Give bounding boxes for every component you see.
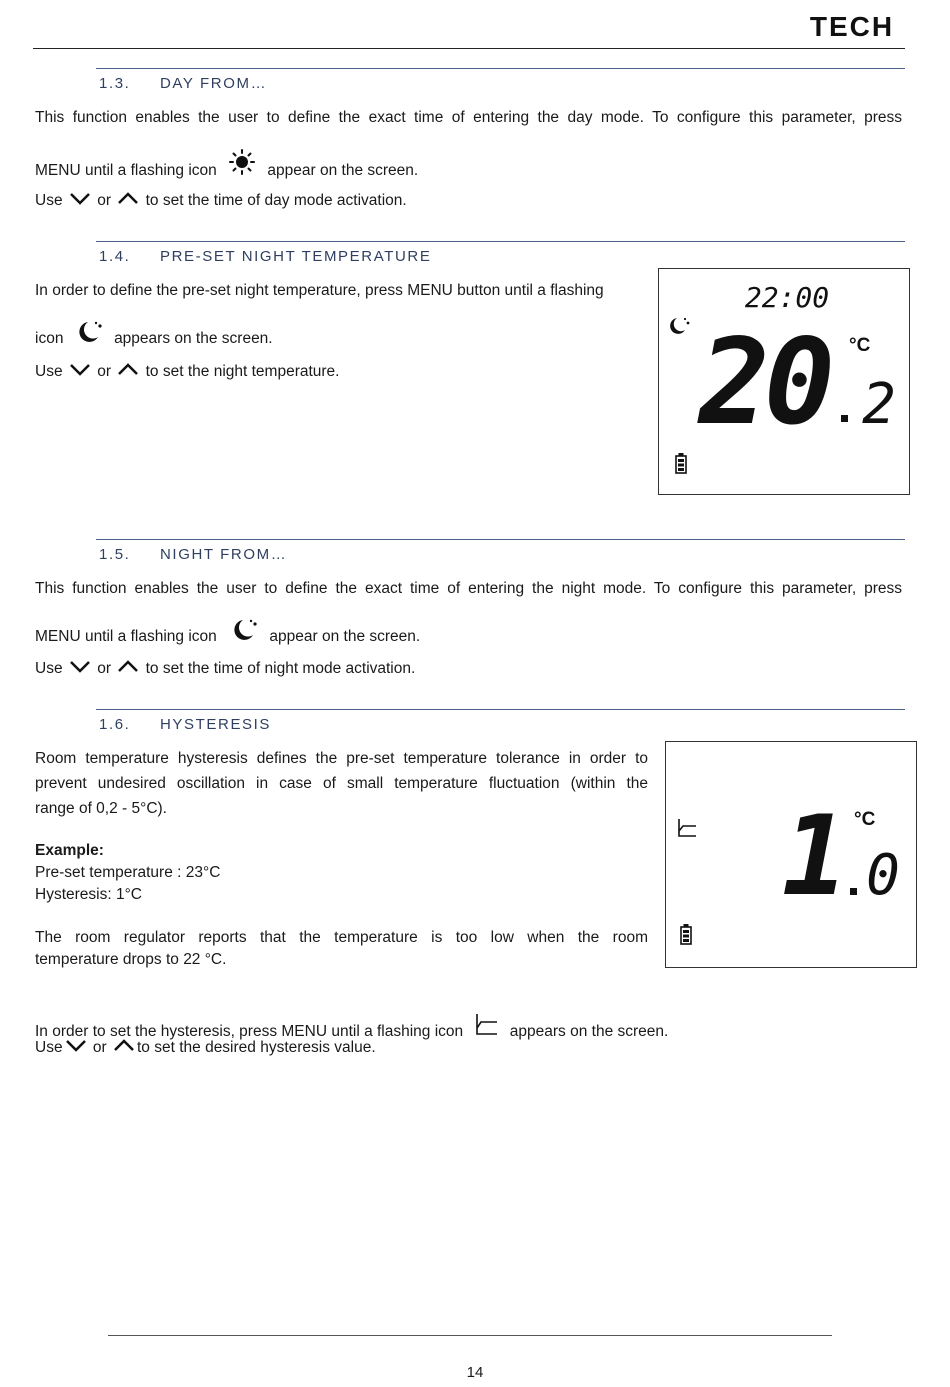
paragraph <box>35 191 407 210</box>
section-heading-1-6 <box>99 716 271 733</box>
section-number: 1.3. <box>99 75 131 92</box>
section-number: 1.5. <box>99 546 131 563</box>
text: appears on the screen. <box>114 330 273 347</box>
lcd-display-hysteresis <box>665 741 917 968</box>
text: In order to set the hysteresis, press MENU until a flashing icon <box>35 1023 464 1040</box>
text: Use <box>35 363 63 380</box>
chevron-up-icon <box>115 191 141 207</box>
section-rule <box>96 68 905 69</box>
paragraph <box>35 362 340 381</box>
moon-icon <box>74 319 106 345</box>
section-heading-1-5 <box>99 546 287 563</box>
lcd-decimal-value: 2 <box>862 372 896 437</box>
text: appear on the screen. <box>267 162 419 179</box>
chevron-up-icon <box>115 362 141 378</box>
example-line: Hysteresis: 1°C <box>35 886 142 903</box>
text: to set the night temperature. <box>145 363 340 380</box>
battery-icon <box>681 924 691 944</box>
text: Use <box>35 192 63 209</box>
decimal-point <box>841 415 848 422</box>
text: appear on the screen. <box>269 628 421 645</box>
example-line: Pre-set temperature : 23°C <box>35 864 221 881</box>
page-number: 14 <box>466 1364 484 1381</box>
section-heading-1-3 <box>99 75 267 92</box>
chevron-up-icon <box>115 659 141 675</box>
paragraph: prevent undesired oscillation in case of small temperature fluctuation (within the <box>35 775 648 792</box>
section-heading-1-4 <box>99 248 431 265</box>
text: icon <box>35 330 64 347</box>
text: to set the time of day mode activation. <box>145 192 407 209</box>
text: or <box>97 363 111 380</box>
text: or <box>97 660 111 677</box>
paragraph: range of 0,2 - 5°C). <box>35 800 167 817</box>
hysteresis-icon <box>679 819 696 836</box>
logo-text: TECH <box>809 12 895 40</box>
section-title: HYSTERESIS <box>160 716 272 733</box>
chevron-down-icon <box>67 362 93 378</box>
section-number: 1.4. <box>99 248 131 265</box>
header-rule <box>33 48 905 49</box>
text: Use <box>35 660 63 677</box>
section-title: NIGHT FROM… <box>160 546 288 563</box>
paragraph <box>35 617 420 646</box>
footer-rule <box>108 1335 832 1336</box>
unit-label: °C <box>854 809 876 830</box>
text: or <box>97 192 111 209</box>
tech-logo <box>800 12 904 40</box>
moon-icon <box>229 617 261 643</box>
paragraph <box>35 149 418 180</box>
text: Example: <box>35 842 104 859</box>
text: MENU until a flashing icon <box>35 162 217 179</box>
paragraph: In order to define the pre-set night temperature, press MENU button until a flashing <box>35 282 604 299</box>
hysteresis-icon <box>473 1012 499 1038</box>
lcd-display-night-temperature <box>658 268 910 495</box>
paragraph <box>35 659 415 678</box>
text: or <box>92 1039 107 1056</box>
text: appears on the screen. <box>509 1023 669 1040</box>
paragraph <box>35 1012 668 1041</box>
text: Use <box>35 1039 63 1056</box>
sun-icon <box>227 149 257 177</box>
lcd-time: 22:00 <box>744 281 830 314</box>
chevron-down-icon <box>67 191 93 207</box>
section-number: 1.6. <box>99 716 131 733</box>
chevron-down-icon <box>67 659 93 675</box>
section-title: DAY FROM… <box>160 75 268 92</box>
unit-label: °C <box>849 335 871 356</box>
section-title: PRE-SET NIGHT TEMPERATURE <box>160 248 432 265</box>
battery-icon <box>676 453 686 473</box>
text: to set the desired hysteresis value. <box>137 1039 376 1056</box>
text: to set the time of night mode activation. <box>145 660 416 677</box>
lcd-main-value: 1 <box>781 792 848 920</box>
chevron-up-icon <box>111 1038 137 1054</box>
lcd-decimal-value: 0 <box>866 843 900 908</box>
paragraph: temperature drops to 22 °C. <box>35 951 227 968</box>
chevron-down-icon <box>63 1038 89 1054</box>
paragraph: This function enables the user to define the exact time of entering the day mode. To configure this parameter, press <box>35 109 902 126</box>
section-rule <box>96 539 905 540</box>
section-rule <box>96 709 905 710</box>
section-rule <box>96 241 905 242</box>
paragraph <box>35 1038 376 1057</box>
paragraph: The room regulator reports that the temperature is too low when the room <box>35 929 648 946</box>
example-label <box>35 842 104 860</box>
lcd-main-value: 20 <box>698 313 829 451</box>
paragraph <box>35 319 273 348</box>
decimal-point <box>850 888 857 895</box>
moon-icon <box>670 318 689 334</box>
text: MENU until a flashing icon <box>35 628 217 645</box>
paragraph: This function enables the user to define the exact time of entering the night mode. To configure this parameter, press <box>35 580 902 597</box>
paragraph: Room temperature hysteresis defines the pre-set temperature tolerance in order to <box>35 750 648 767</box>
